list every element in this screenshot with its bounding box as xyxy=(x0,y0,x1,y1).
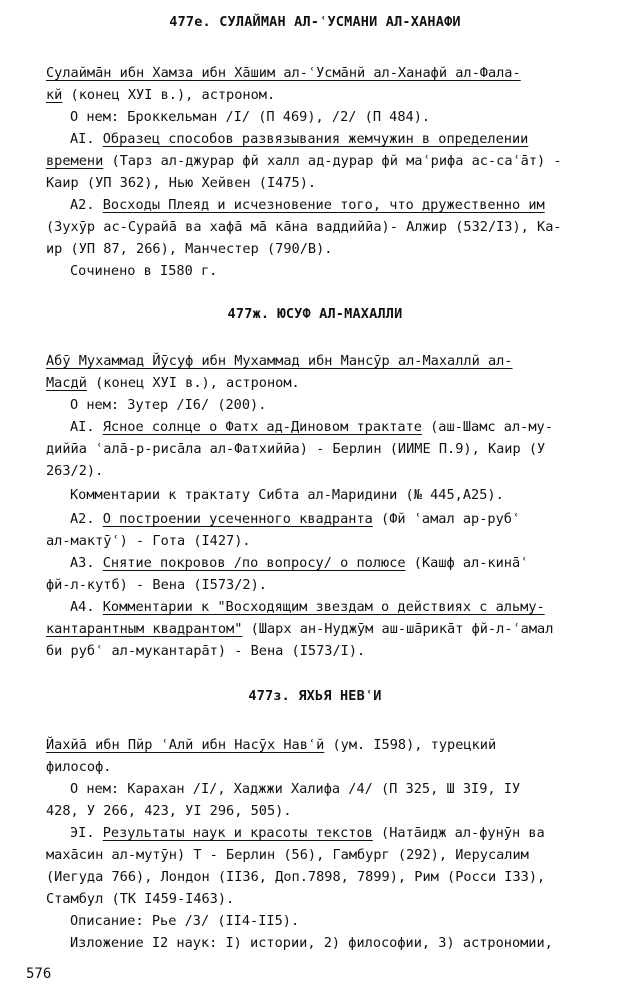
text-line xyxy=(46,216,606,238)
text-line xyxy=(46,172,606,194)
underlined-text: Сулаймāн ибн Хамза ибн Хāшим ал-ʿУсмāнй ал-Ханафй ал-Фала- xyxy=(46,65,521,81)
plain-text: Сочинено в I580 г. xyxy=(70,263,218,279)
text-line xyxy=(46,844,606,866)
plain-text: (Тарз ал-джурар фй халл ад-дурар фй маʿрифа ас-саʿāт) - xyxy=(103,153,562,169)
plain-text: (конец ХУI в.), астроном. xyxy=(62,87,276,103)
item-number: ЭI. xyxy=(70,825,103,841)
plain-text: би рубʿ ал-мукантарāт) - Вена (I573/I). xyxy=(46,643,366,659)
text-line xyxy=(46,800,606,822)
text-line xyxy=(46,150,606,172)
text-line xyxy=(70,552,610,574)
item-number: AI. xyxy=(70,419,103,435)
text-line xyxy=(70,822,610,844)
text-line xyxy=(70,128,610,150)
text-line xyxy=(70,778,610,800)
underlined-text: времени xyxy=(46,153,104,169)
plain-text: Описание: Рье /3/ (II4-II5). xyxy=(70,913,300,929)
underlined-text: Образец способов развязывания жемчужин в определении xyxy=(102,131,529,147)
underlined-text: Комментарии к "Восходящим звездам о действиях с альму- xyxy=(102,599,545,615)
text-line xyxy=(46,438,606,460)
plain-text: Комментарии к трактату Сибта ал-Маридини (№ 445,А25). xyxy=(70,487,504,503)
plain-text: ир (УП 87, 266), Манчестер (790/В). xyxy=(46,241,333,257)
plain-text: (аш-Шамс ал-му- xyxy=(421,419,553,435)
section-heading: 477з. ЯХЬЯ НЕВʿИ xyxy=(248,688,382,704)
underlined-text: Масдй xyxy=(46,375,87,391)
plain-text: философ. xyxy=(46,759,112,775)
plain-text: (Кашф ал-кинāʿ xyxy=(405,555,529,571)
plain-text: махāсин ал-мутӯн) Т - Берлин (56), Гамбург (292), Иерусалим xyxy=(46,847,529,863)
underlined-text: Абӯ Мухаммад Йӯсуф ибн Мухаммад ибн Мансӯр ал-Махаллй ал- xyxy=(46,353,513,369)
text-line xyxy=(70,508,610,530)
plain-text: 428, У 266, 423, УI 296, 505). xyxy=(46,803,292,819)
plain-text: (конец ХУI в.), астроном. xyxy=(86,375,300,391)
item-number: AI. xyxy=(70,131,103,147)
underlined-text: Йахйā ибн Пйр ʿАлй ибн Насӯх Навʿй xyxy=(46,737,325,753)
plain-text: фй-л-кутб) - Вена (I573/2). xyxy=(46,577,267,593)
underlined-text: кй xyxy=(46,87,63,103)
plain-text: ал-мактӯʿ) - Гота (I427). xyxy=(46,533,251,549)
plain-text: Каир (УП 362), Нью Хейвен (I475). xyxy=(46,175,317,191)
section-heading: 477е. СУЛАЙМАН АЛ-ʿУСМАНИ АЛ-ХАНАФИ xyxy=(169,14,461,30)
text-line xyxy=(70,484,610,506)
text-line xyxy=(46,62,606,84)
text-line xyxy=(70,596,610,618)
text-line xyxy=(46,756,606,778)
item-number: А2. xyxy=(70,511,103,527)
underlined-text: О построении усеченного квадранта xyxy=(102,511,373,527)
text-line xyxy=(70,106,610,128)
text-line xyxy=(46,866,606,888)
text-line xyxy=(70,194,610,216)
text-line xyxy=(46,734,606,756)
text-line xyxy=(46,460,606,482)
plain-text: Изложение I2 наук: I) истории, 2) философии, 3) астрономии, xyxy=(70,935,553,951)
text-line xyxy=(46,640,606,662)
text-line xyxy=(70,394,610,416)
text-line xyxy=(46,238,606,260)
text-line xyxy=(70,932,610,954)
plain-text: дийӣа ʿалā-р-рисāла ал-Фатхийӣа) - Берлин (ИИМЕ П.9), Каир (У xyxy=(46,441,546,457)
plain-text: Стамбул (ТК I459-I463). xyxy=(46,891,235,907)
plain-text: О нем: Зутер /I6/ (200). xyxy=(70,397,267,413)
underlined-text: кантарантным квадрантом" xyxy=(46,621,243,637)
section-heading: 477ж. ЮСУФ АЛ-МАХАЛЛИ xyxy=(227,306,403,322)
underlined-text: Ясное солнце о Фатх ад-Диновом трактате xyxy=(102,419,422,435)
text-line xyxy=(46,372,606,394)
text-line xyxy=(46,618,606,640)
text-line xyxy=(46,574,606,596)
plain-text: (Шарх ан-Нуджӯм аш-шāрикāт фй-л-ʿамал xyxy=(242,621,554,637)
underlined-text: Снятие покровов /по вопросу/ о полюсе xyxy=(102,555,406,571)
plain-text: (Иегуда 766), Лондон (II36, Доп.7898, 7899), Рим (Росси I33), xyxy=(46,869,546,885)
text-line xyxy=(46,888,606,910)
text-line xyxy=(70,416,610,438)
plain-text: (Зухӯр ас-Сурайā ва хафā мā кāна ваддийӣа)- Алжир (532/I3), Ка- xyxy=(46,219,562,235)
item-number: А4. xyxy=(70,599,103,615)
underlined-text: Результаты наук и красоты текстов xyxy=(102,825,373,841)
page-number: 576 xyxy=(26,966,52,982)
text-line xyxy=(70,260,610,282)
item-number: А3. xyxy=(70,555,103,571)
plain-text: (Натāидж ал-фунӯн ва xyxy=(372,825,545,841)
underlined-text: Восходы Плеяд и исчезновение того, что дружественно им xyxy=(102,197,545,213)
plain-text: (ум. I598), турецкий xyxy=(324,737,497,753)
plain-text: О нем: Карахан /I/, Хаджжи Халифа /4/ (П 325, Ш 3I9, IУ xyxy=(70,781,521,797)
text-line xyxy=(46,530,606,552)
text-line xyxy=(46,350,606,372)
item-number: А2. xyxy=(70,197,103,213)
plain-text: 263/2). xyxy=(46,463,104,479)
text-line xyxy=(46,84,606,106)
text-line xyxy=(70,910,610,932)
plain-text: (Фй ʿамал ар-рубʿ xyxy=(372,511,521,527)
plain-text: О нем: Броккельман /I/ (П 469), /2/ (П 484). xyxy=(70,109,431,125)
